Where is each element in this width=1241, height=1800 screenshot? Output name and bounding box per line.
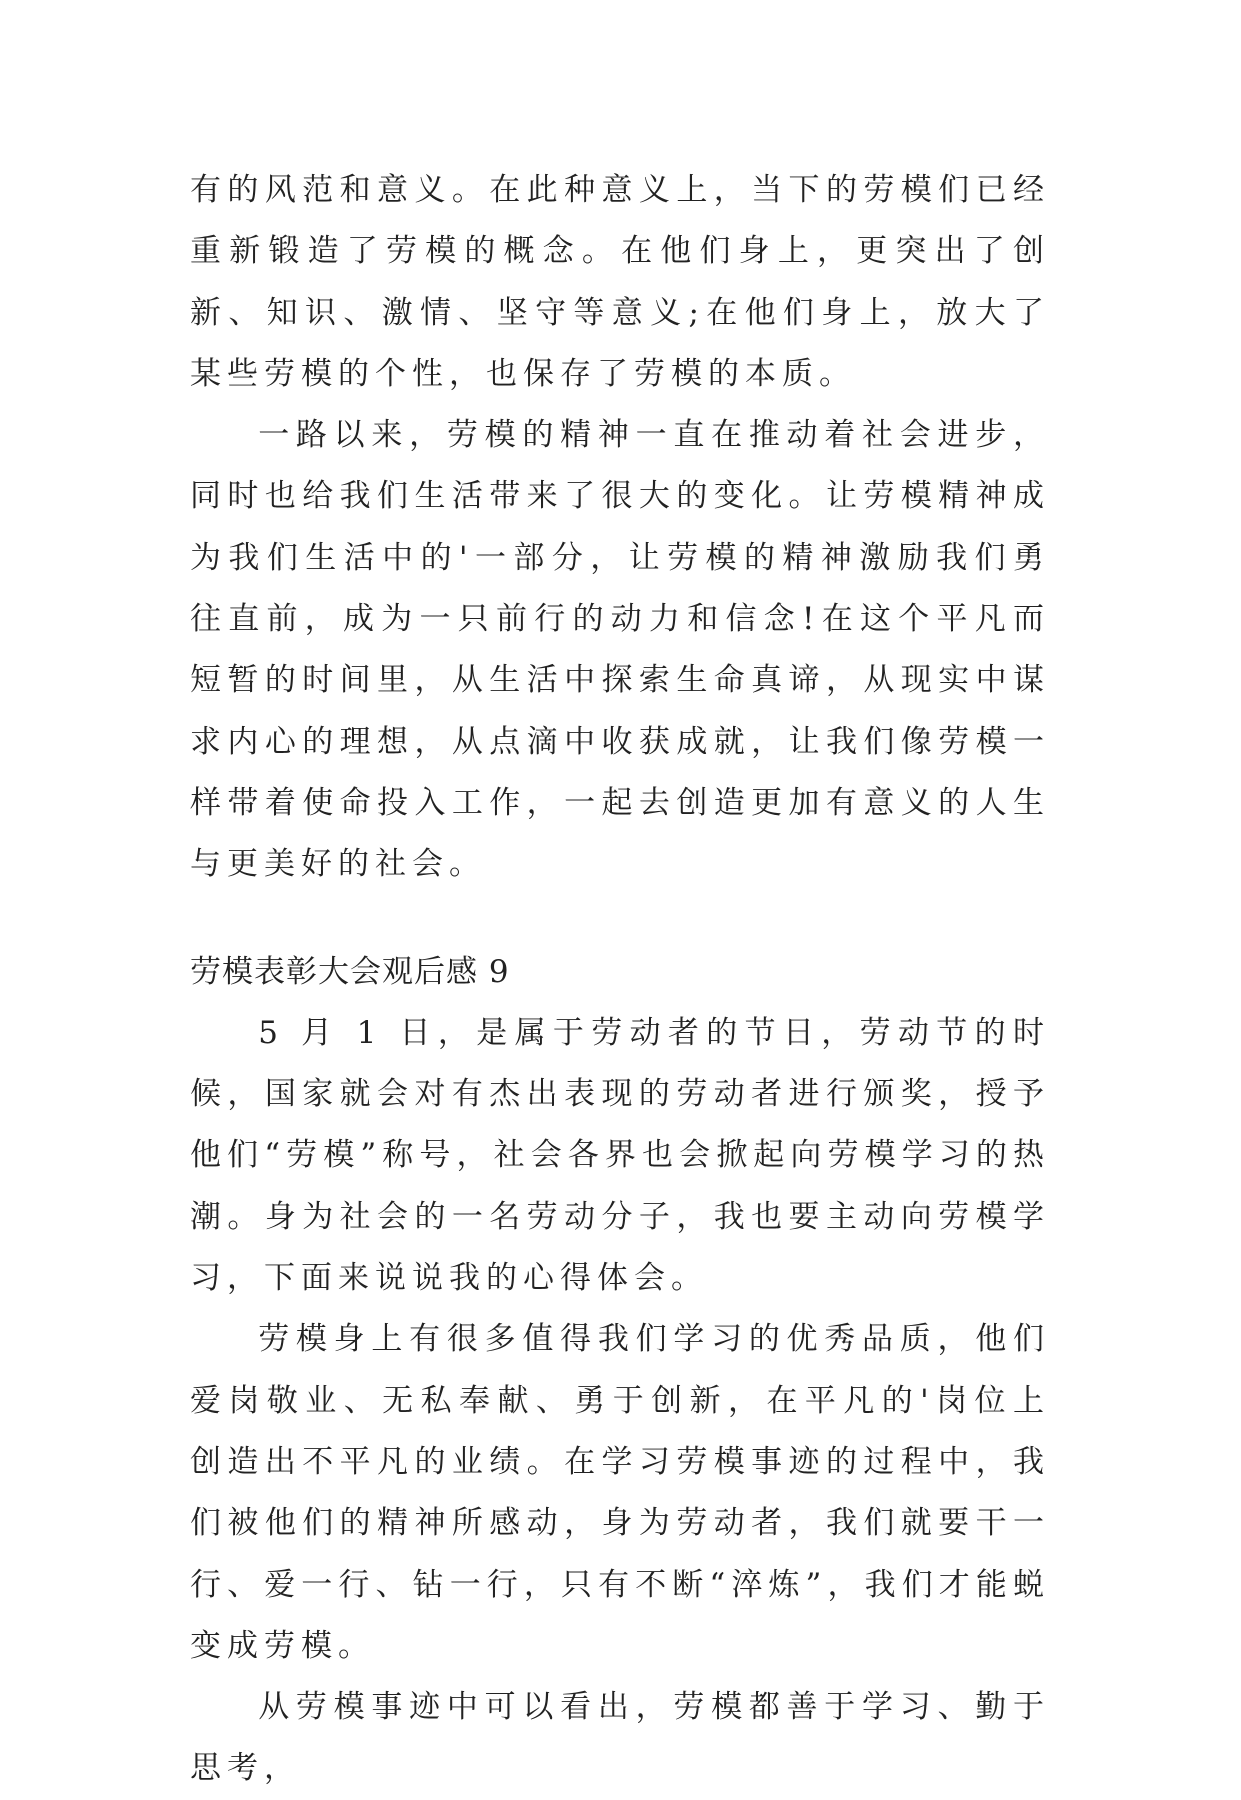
section-heading: 劳模表彰大会观后感 9	[190, 953, 510, 990]
document-page	[190, 160, 1050, 1800]
paragraph: 一路以来，劳模的精神一直在推动着社会进步，同时也给我们生活带来了很大的变化。让劳模精神成为我们生活中的'一部分，让劳模的精神激励我们勇往直前，成为一只前行的动力和信念!在这个平凡而短暂的时间里，从生活中探索生命真谛，从现实中谋求内心的理想，从点滴中收获成就，让我们像劳模一样带着使命投入工作，一起去创造更加有意义的人生与更美好的社会。	[190, 417, 1050, 883]
paragraph-truncated: 从劳模事迹中可以看出，劳模都善于学习、勤于思考，	[190, 1689, 1050, 1787]
paragraph-continued: 有的风范和意义。在此种意义上，当下的劳模们已经重新锻造了劳模的概念。在他们身上，更突出了创新、知识、激情、坚守等意义;在他们身上，放大了某些劳模的个性，也保存了劳模的本质。	[190, 172, 1050, 392]
paragraph: 5 月 1 日，是属于劳动者的节日，劳动节的时候，国家就会对有杰出表现的劳动者进行颁奖，授予他们“劳模”称号，社会各界也会掀起向劳模学习的热潮。身为社会的一名劳动分子，我也要主动向劳模学习，下面来说说我的心得体会。	[190, 1014, 1050, 1297]
paragraph: 劳模身上有很多值得我们学习的优秀品质，他们爱岗敬业、无私奉献、勇于创新，在平凡的'岗位上创造出不平凡的业绩。在学习劳模事迹的过程中，我们被他们的精神所感动，身为劳动者，我们就要干一行、爱一行、钻一行，只有不断“淬炼”，我们才能蜕变成劳模。	[190, 1321, 1050, 1664]
